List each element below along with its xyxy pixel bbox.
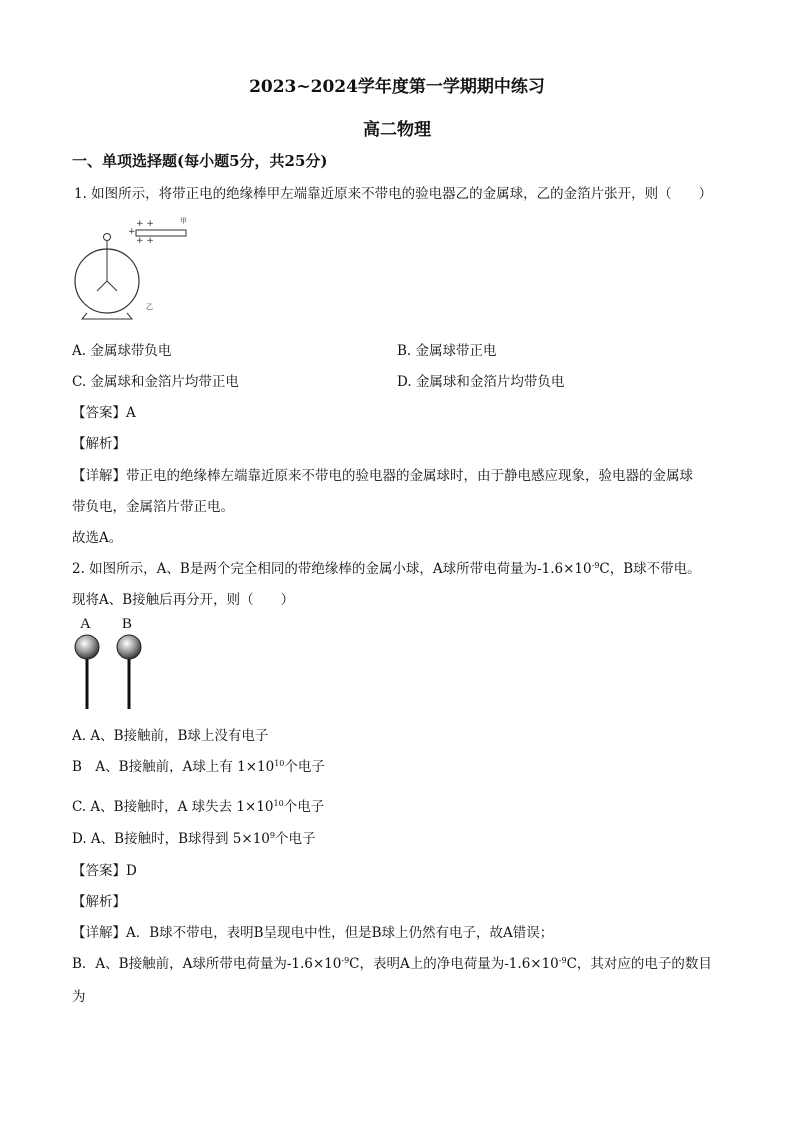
- q1-stem: 1. 如图所示，将带正电的绝缘棒甲左端靠近原来不带电的验电器乙的金属球，乙的金箔片张开，则（ ）: [74, 186, 713, 202]
- q2-option-a: A. A、B接触前，B球上没有电子: [72, 728, 269, 744]
- q2-stem-text-b: C，B球不带电。: [599, 561, 701, 577]
- q1-detail-text1: 带正电的绝缘棒左端靠近原来不带电的验电器的金属球时，由于静电感应现象，验电器的金属球: [126, 468, 693, 484]
- page-title: 2023~2024学年度第一学期期中练习: [249, 77, 545, 97]
- q2-option-d-exp: 9: [269, 831, 275, 840]
- q2-option-b: [72, 755, 325, 775]
- q1-detail-line2: 带负电，金属箔片带正电。: [72, 499, 234, 515]
- q2-answer-label: 【答案】: [72, 863, 126, 879]
- q2-detail-text1: A．B球不带电，表明B呈现电中性，但是B球上仍然有电子，故A错误；: [126, 925, 554, 941]
- charges-top: + +: [136, 219, 154, 229]
- q2-option-b-text-a: B A、B接触前，A球上有 1×10: [72, 759, 275, 775]
- q1-answer-line: [72, 401, 136, 421]
- two-spheres-figure: [68, 612, 153, 712]
- q2-detail-exp2: -9: [558, 956, 567, 965]
- q1-option-b: B. 金属球带正电: [397, 343, 497, 359]
- q2-option-b-exp: 10: [274, 759, 285, 768]
- q2-answer-value: D: [126, 863, 137, 879]
- q1-detail-line1: [72, 464, 693, 484]
- q2-detail-line1: [72, 921, 553, 941]
- gold-leaf-right: [107, 281, 117, 291]
- q2-detail-text2b: C，表明A上的净电荷量为-1.6×10: [349, 956, 559, 972]
- q2-detail-text2a: B．A、B接触前，A球所带电荷量为-1.6×10: [72, 956, 342, 972]
- rod-b: [128, 659, 131, 709]
- section-heading: 一、单项选择题(每小题5分，共25分): [72, 152, 328, 170]
- q2-stem-line2: 现将A、B接触后再分开，则（ ）: [72, 592, 295, 608]
- electroscope-label: 乙: [146, 303, 153, 311]
- rod-a: [86, 659, 89, 709]
- q2-stem-text-a: 2. 如图所示，A、B是两个完全相同的带绝缘棒的金属小球，A球所带电荷量为-1.6×10: [72, 561, 592, 577]
- q2-option-d: [72, 827, 315, 847]
- page-subtitle: 高二物理: [363, 120, 431, 140]
- q2-analysis-label: 【解析】: [72, 894, 126, 910]
- sphere-a: [75, 635, 99, 659]
- q2-option-c-text-a: C. A、B接触时，A 球失去 1×10: [72, 799, 274, 815]
- sphere-b: [117, 635, 141, 659]
- sphere-b-label: B: [122, 616, 133, 632]
- q1-answer-label: 【答案】: [72, 405, 126, 421]
- q2-option-c-text-b: 个电子: [283, 799, 325, 815]
- q2-detail-text2c: C，其对应的电子的数目: [566, 956, 712, 972]
- q1-option-a: A. 金属球带负电: [72, 343, 172, 359]
- electroscope-figure: [70, 212, 195, 324]
- sphere-a-label: A: [80, 616, 91, 632]
- q1-detail-label: 【详解】: [72, 468, 126, 484]
- rod-label: 甲: [180, 217, 187, 225]
- charge-left: +: [128, 227, 136, 237]
- q1-analysis-label: 【解析】: [72, 436, 126, 452]
- q2-option-b-text-b: 个电子: [284, 759, 325, 775]
- q2-option-c: [72, 795, 324, 815]
- charges-bottom: + +: [136, 236, 154, 246]
- q2-stem-exponent: -9: [591, 561, 600, 570]
- q2-answer-line: [72, 859, 137, 879]
- q2-option-d-text-a: D. A、B接触时，B球得到 5×10: [72, 831, 270, 847]
- q2-option-d-text-b: 个电子: [274, 831, 316, 847]
- q2-detail-line3: 为: [72, 989, 86, 1005]
- q2-stem-line1: [72, 557, 701, 577]
- q1-option-d: D. 金属球和金箔片均带负电: [397, 374, 565, 390]
- q2-detail-exp1: -9: [341, 956, 350, 965]
- electroscope-base: [82, 313, 132, 319]
- q1-conclusion: 故选A。: [72, 530, 123, 546]
- q1-option-c: C. 金属球和金箔片均带正电: [72, 374, 239, 390]
- q1-answer-value: A: [126, 405, 136, 421]
- gold-leaf-left: [97, 281, 107, 291]
- q2-detail-line2: [72, 952, 712, 972]
- q2-option-c-exp: 10: [273, 799, 284, 808]
- q2-detail-label: 【详解】: [72, 925, 126, 941]
- metal-ball: [104, 234, 111, 241]
